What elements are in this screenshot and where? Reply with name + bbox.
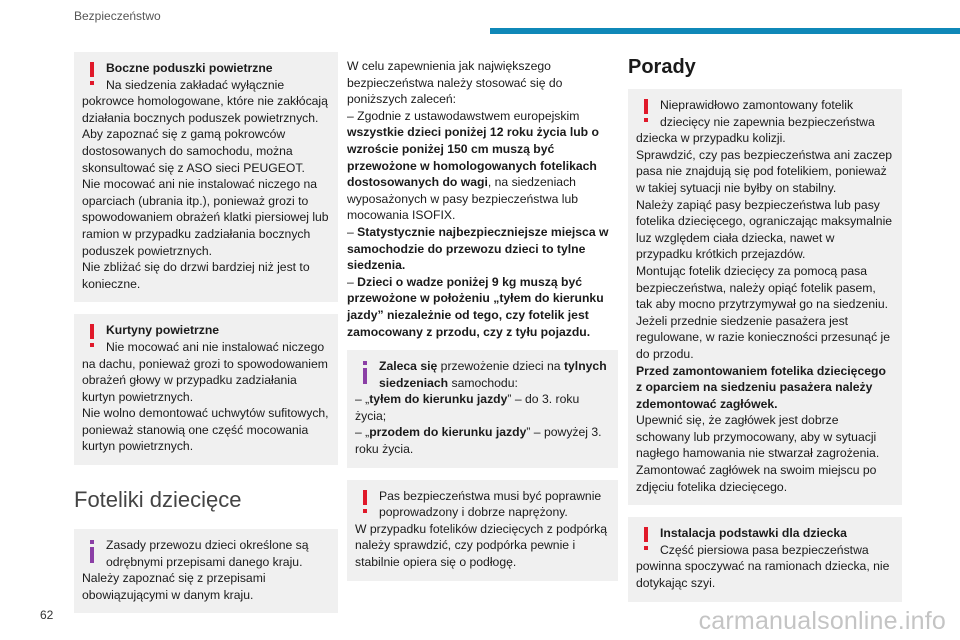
warning-title: Boczne poduszki powietrzne xyxy=(106,61,273,75)
watermark: carmanualsonline.info xyxy=(698,607,946,635)
warning-text: Pas bezpieczeństwa musi być poprawnie poprowadzony i dobrze naprężony. xyxy=(379,488,602,520)
rule-3: – Dzieci o wadze poniżej 9 kg muszą być przewożone w położeniu „tyłem do kierunku jazdy” niezależnie od tego, czy fotelik jest zamocowany z przodu, czy z tyłu pojazdu. xyxy=(347,274,604,339)
page-number: 62 xyxy=(40,608,54,622)
info-box-seating xyxy=(347,350,618,468)
warning-text: Na siedzenia zakładać wyłącznie pokrowce homologowane, które nie zakłócają działania bocznych poduszek powietrznych. Aby zapoznać się z gamą pokrowców dostosowanych do samochodu, można skonsultować się z ASO sieci PEUGEOT. xyxy=(82,77,328,175)
column-2 xyxy=(347,52,618,581)
info-icon xyxy=(355,358,379,388)
warning-icon xyxy=(355,488,379,518)
info-item: – „przodem do kierunku jazdy” – powyżej 3. roku życia. xyxy=(355,425,602,457)
recommendations xyxy=(347,52,618,340)
warning-text: Należy zapiąć pasy bezpieczeństwa lub pasy fotelika dziecięcego, ograniczając maksymalnie luz względem ciała dziecka, nawet w przypadku krótkich przejazdów. xyxy=(636,197,893,262)
warning-box-side-airbags xyxy=(74,52,338,302)
info-text: Zaleca się przewożenie dzieci na tylnych siedzeniach samochodu: xyxy=(379,359,607,390)
info-icon xyxy=(82,537,106,567)
warning-icon xyxy=(82,322,106,352)
info-text: Zasady przewozu dzieci określone są odrębnymi przepisami danego kraju. xyxy=(106,538,309,569)
warning-text: Część piersiowa pasa bezpieczeństwa powinna spoczywać na ramionach dziecka, nie dotykając szyi. xyxy=(636,542,890,591)
column-1 xyxy=(74,52,338,613)
warning-text: Nie zbliżać się do drzwi bardziej niż jest to konieczne. xyxy=(82,260,310,291)
warning-icon xyxy=(82,60,106,90)
warning-icon xyxy=(636,525,660,555)
warning-icon xyxy=(636,97,660,127)
warning-text: Nieprawidłowo zamontowany fotelik dziecięcy nie zapewnia bezpieczeństwa dziecka w przypadku kolizji. xyxy=(636,98,875,146)
warning-bold-title: Przed zamontowaniem fotelika dziecięcego z oparciem na siedzeniu pasażera należy zdemontować zagłówek. xyxy=(636,363,886,411)
info-box-regulations xyxy=(74,529,338,613)
warning-text: Upewnić się, że zagłówek jest dobrze schowany lub przymocowany, aby w sytuacji nagłego hamowania nie stwarzał zagrożenia. Zamontować zagłówek na swoim miejscu po zdjęciu fotelika dziecięcego. xyxy=(636,413,880,494)
warning-box-installation xyxy=(628,89,902,505)
section-heading-porady: Porady xyxy=(628,56,696,78)
warning-text: Sprawdzić, czy pas bezpieczeństwa ani zaczep pasa nie znajdują się pod fotelikiem, ponieważ w takiej sytuacji nie byłby on stabilny. xyxy=(636,147,893,195)
column-3 xyxy=(628,52,902,602)
warning-title: Instalacja podstawki dla dziecka xyxy=(660,526,847,541)
rule-2: – Statystycznie najbezpieczniejsze miejsca w samochodzie do przewozu dzieci to tylne siedzenia. xyxy=(347,224,609,273)
section-title: Foteliki dziecięce xyxy=(74,487,242,513)
warning-text: Nie wolno demontować uchwytów sufitowych, ponieważ stanowią one część mocowania kurtyn powietrznych. xyxy=(82,406,329,454)
rule-1: – Zgodnie z ustawodawstwem europejskim wszystkie dzieci poniżej 12 roku życia lub o wzroście poniżej 150 cm muszą być przewożone w homologowanych fotelikach dostosowanych do wagi, na siedzeniach wyposażonych w pasy bezpieczeństwa lub mocowania ISOFIX. xyxy=(347,108,599,223)
warning-text: Montując fotelik dziecięcy za pomocą pasa bezpieczeństwa, należy opiąć fotelik pasem, tak aby mocno przytrzymywał go na siedzeniu. Jeżeli przednie siedzenie pasażera jest regulowane, w razie konieczności przesunąć je do przodu. xyxy=(636,263,891,361)
info-item: – „tyłem do kierunku jazdy” – do 3. roku życia; xyxy=(355,392,580,423)
warning-box-seatbelt xyxy=(347,480,618,581)
warning-text: Nie mocować ani nie instalować niczego na oparciach (ubrania itp.), ponieważ grozi to spowodowaniem obrażeń klatki piersiowej lub ramion w przypadku zadziałania bocznych poduszek powietrznych. xyxy=(82,177,329,258)
warning-text: Nie mocować ani nie instalować niczego na dachu, ponieważ grozi to spowodowaniem obrażeń głowy w przypadku zadziałania kurtyn powietrznych. xyxy=(82,339,328,404)
warning-title: Kurtyny powietrzne xyxy=(106,323,220,338)
intro-text: W celu zapewnienia jak największego bezpieczeństwa należy stosować się do poniższych zaleceń: xyxy=(347,59,563,107)
header-accent-bar xyxy=(490,28,960,34)
warning-box-booster xyxy=(628,517,902,601)
header-title: Bezpieczeństwo xyxy=(74,9,161,23)
warning-text: W przypadku fotelików dziecięcych z podpórką należy sprawdzić, czy podpórka pewnie i stabilnie opiera się o podłogę. xyxy=(355,521,607,570)
warning-box-curtain-airbags xyxy=(74,314,338,465)
info-text: Należy zapoznać się z przepisami obowiązującymi w danym kraju. xyxy=(82,571,266,602)
